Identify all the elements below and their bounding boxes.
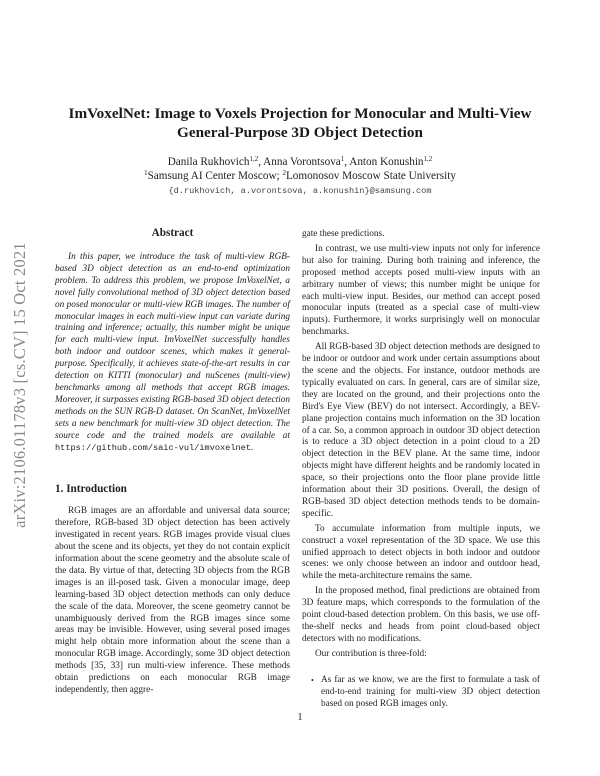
intro-paragraph-continuation: gate these predictions. [302,229,385,239]
abstract-body [55,252,290,454]
intro-paragraph: To accumulate information from multiple inputs, we construct a voxel representation of the 3D space. We use this unified approach to detect objects in both indoor and outdoor scenes: we only choose between an indoor and outdoor head, while the meta-architecture remains the same. [302,523,540,582]
intro-paragraph: Our contribution is three-fold: [315,648,427,659]
title-line-1: ImVoxelNet: Image to Voxels Projection for Monocular and Multi-View [68,105,532,122]
introduction-heading: 1. Introduction [55,483,127,496]
abstract-text: In this paper, we introduce the task of multi-view RGB-based 3D object detection as an end-to-end optimization problem. To address this problem, we propose ImVoxelNet, a novel fully convolutional method of 3D object detection based on posed monocular or multi-view RGB images. The number of monocular images in each multi-view input can variate during training and inference; actually, this number might be unique for each multi-view input. ImVoxelNet successfully handles both indoor and outdoor scenes, which makes it general-purpose. Specifically, it achieves state-of-the-art results in car detection on KITTI (monocular) and nuScenes (multi-view) benchmarks among all methods that accept RGB images. Moreover, it surpasses existing RGB-based 3D object detection methods on the SUN RGB-D dataset. On ScanNet, ImVoxelNet sets a new benchmark for multi-view 3D object detection. The source code and the trained models are available at [55,252,290,441]
code-url-link[interactable]: https://github.com/saic-vul/imvoxelnet [55,442,251,453]
paper-title [40,104,560,142]
page-number: 1 [297,712,303,723]
author-block [40,155,560,183]
abstract-text-end: . [250,442,254,453]
author-emails: {d.rukhovich, a.vorontsova, a.konushin}@samsung.com [168,186,432,196]
contribution-list [302,675,540,711]
arxiv-identifier: arXiv:2106.01178v3 [cs.CV] 15 Oct 2021 [10,242,29,528]
intro-paragraph: RGB images are an affordable and universal data source; therefore, RGB-based 3D object detection has been actively investigated in recent years. RGB images provide visual clues about the scene and its objects, yet they do not contain explicit information about the scene geometry and the absolute scale of the data. By virtue of that, detecting 3D objects from the RGB images is an ill-posed task. Given a monocular image, deep learning-based 3D object detection methods can only deduce the scale of the data. Moreover, the scene geometry cannot be unambiguously derived from the RGB images since some areas may be invisible. However, using several posed images might help obtain more information about the scene than a monocular RGB image. Accordingly, some 3D object detection methods [35, 33] run multi-view inference. These methods obtain predictions on each monocular RGB image independently, then aggre- [55,506,290,695]
intro-paragraph: All RGB-based 3D object detection methods are designed to be indoor or outdoor and work under certain assumptions about the scene and the objects. For instance, outdoor methods are typically evaluated on cars. In general, cars are of similar size, they are located on the ground, and their projections onto the Bird's Eye View (BEV) do not intersect. Accordingly, a BEV-plane projection contains much information on the 3D location of a car. So, a common approach in outdoor 3D object detection is to reduce a 3D object detection in a point cloud to a 2D object detection in the BEV plane. At the same time, indoor objects might have different heights and be randomly located in space, so their projections onto the floor plane provide little information about their 3D positions. Overall, the design of RGB-based 3D object detection methods tends to be domain-specific. [302,342,540,519]
intro-paragraph: In the proposed method, final predictions are obtained from 3D feature maps, which corresponds to the formulation of the point cloud-based detection problem. On this basis, we use off-the-shelf necks and heads from point cloud-based object detectors with no modifications. [302,586,540,644]
title-line-2: General-Purpose 3D Object Detection [177,124,423,141]
affiliation-number: 2 [282,169,286,177]
author-list [40,155,560,169]
author-separator: , [344,156,350,168]
intro-paragraph: In contrast, we use multi-view inputs not only for inference but also for training. During both training and inference, the proposed method accepts posed multi-view inputs with an arbitrary number of views; this number might be unique for each multi-view input. Besides, our method can accept posed monocular inputs (treated as a special case of multi-view inputs). Furthermore, it works surprisingly well on monocular benchmarks. [302,243,540,338]
arxiv-stamp [0,180,40,590]
author-name: Anna Vorontsova [263,156,341,168]
author-separator: , [258,156,264,168]
author-name: Anton Konushin [349,156,424,168]
right-column [302,229,540,710]
affiliation-list [40,169,560,183]
contribution-item: • As far as we know, we are the first to formulate a task of end-to-end training for multi-view 3D object detection based on posed RGB images only. [302,675,540,711]
abstract-heading: Abstract [151,227,194,239]
affiliation-name: Lomonosov Moscow State University [285,170,456,182]
left-column [55,226,290,697]
affiliation-name: Samsung AI Center Moscow; [147,170,283,182]
author-affiliation-mark: 1,2 [249,155,259,163]
author-affiliation-mark: 1 [340,155,345,163]
author-affiliation-mark: 1,2 [423,155,433,163]
affiliation-number: 1 [144,169,148,177]
author-name: Danila Rukhovich [167,156,250,168]
